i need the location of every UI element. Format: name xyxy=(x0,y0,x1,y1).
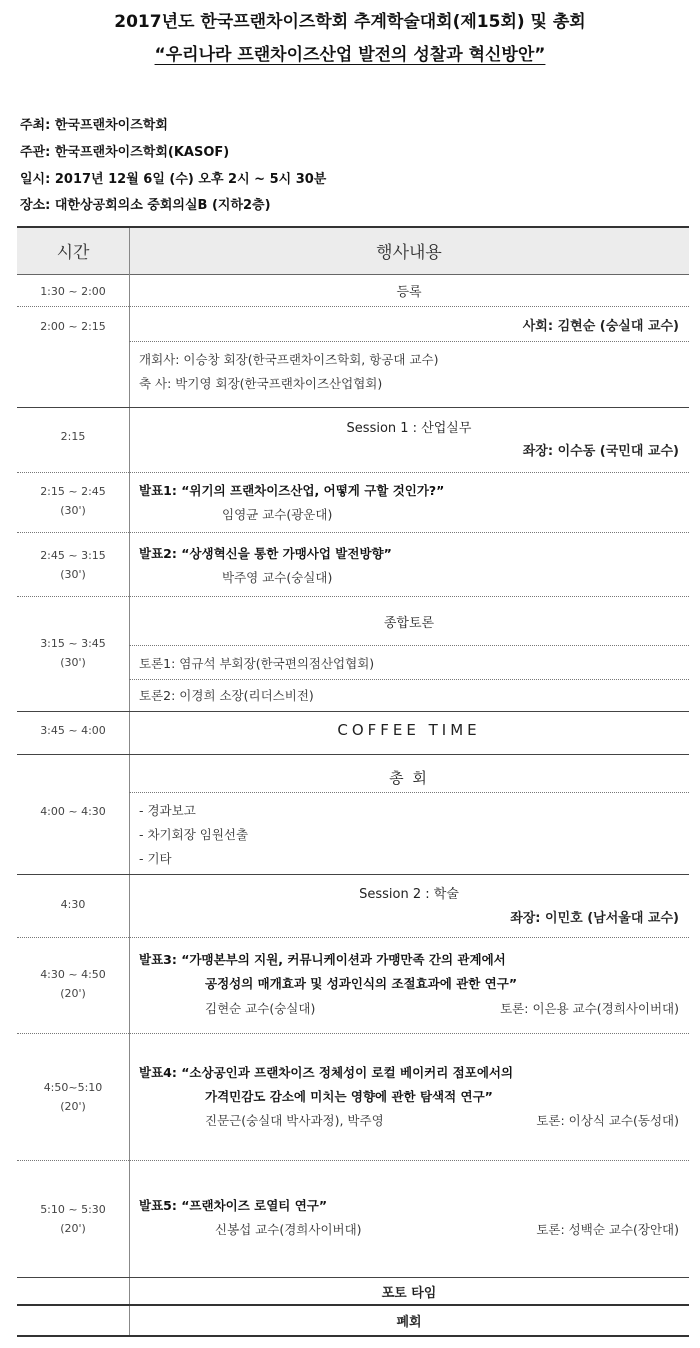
subtitle-text: “우리나라 프랜차이즈산업 발전의 성찰과 혁신방안” xyxy=(154,45,546,65)
r1-time: 1:30 ~ 2:00 xyxy=(40,285,106,298)
r11-title-line1: 발표4: “소상공인과 프랜차이즈 정체성이 로컬 베이커리 점포에서의 xyxy=(139,1065,514,1080)
divider xyxy=(17,754,689,755)
document-subtitle xyxy=(0,40,700,65)
r12-duration: (20') xyxy=(60,1222,86,1235)
r1-registration: 등록 xyxy=(396,285,422,300)
r5-duration: (30') xyxy=(60,568,86,581)
r4-duration: (30') xyxy=(60,504,86,517)
divider xyxy=(17,711,689,712)
header-time: 시간 xyxy=(56,243,90,263)
r4-speaker: 임영균 교수(광운대) xyxy=(222,507,333,522)
r6-discussant1: 토론1: 염규석 부회장(한국편의점산업협회) xyxy=(139,656,375,671)
date-label: 일시: xyxy=(20,172,51,187)
r7-coffee-time: COFFEE TIME xyxy=(337,721,481,739)
r8-time: 4:00 ~ 4:30 xyxy=(40,805,106,818)
divider xyxy=(17,937,689,938)
r8-item2: - 차기회장 임원선출 xyxy=(139,827,249,842)
info-venue xyxy=(20,194,271,213)
r2-time: 2:00 ~ 2:15 xyxy=(40,320,106,333)
r2-moderator: 사회: 김현순 (숭실대 교수) xyxy=(522,319,679,334)
r5-time: 2:45 ~ 3:15 xyxy=(40,549,106,562)
r11-duration: (20') xyxy=(60,1100,86,1113)
divider xyxy=(129,645,689,646)
r5-speaker: 박주영 교수(숭실대) xyxy=(222,570,333,585)
divider xyxy=(129,679,689,680)
schedule-table xyxy=(17,226,689,1337)
r10-title-line2: 공정성의 매개효과 및 성과인식의 조절효과에 관한 연구” xyxy=(205,976,518,991)
divider xyxy=(17,1304,689,1306)
info-date xyxy=(20,168,326,187)
r10-title-line1: 발표3: “가맹본부의 지원, 커뮤니케이션과 가맹만족 간의 관계에서 xyxy=(139,952,506,967)
divider xyxy=(17,874,689,875)
info-host xyxy=(20,114,168,133)
r6-discussant2: 토론2: 이경희 소장(리더스비전) xyxy=(139,688,314,703)
venue-value: 대한상공회의소 중회의실B (지하2층) xyxy=(54,198,271,213)
r10-speaker: 김현순 교수(숭실대) xyxy=(205,1001,316,1016)
r11-time: 4:50~5:10 xyxy=(43,1081,103,1094)
r12-speaker: 신봉섭 교수(경희사이버대) xyxy=(215,1222,362,1237)
host-value: 한국프랜차이즈학회 xyxy=(54,118,168,133)
host-label: 주최: xyxy=(20,118,51,133)
organizer-label: 주관: xyxy=(20,145,51,160)
r8-item1: - 경과보고 xyxy=(139,803,196,818)
table-header xyxy=(17,228,689,275)
r10-time: 4:30 ~ 4:50 xyxy=(40,968,106,981)
divider xyxy=(17,532,689,533)
r6-discussion: 종합토론 xyxy=(383,616,435,631)
r3-time: 2:15 xyxy=(60,430,86,443)
r12-discussant: 토론: 성백순 교수(장안대) xyxy=(536,1222,679,1237)
r9-chair: 좌장: 이민호 (남서울대 교수) xyxy=(510,911,679,926)
r8-general-meeting: 총 회 xyxy=(389,769,429,787)
r9-session: Session 2 : 학술 xyxy=(359,887,459,902)
r14-closing: 폐회 xyxy=(396,1315,422,1330)
r4-title: 발표1: “위기의 프랜차이즈산업, 어떻게 구할 것인가?” xyxy=(139,483,445,498)
r2-greeting: 축 사: 박기영 회장(한국프랜차이즈산업협회) xyxy=(139,376,383,391)
r12-title: 발표5: “프랜차이즈 로열티 연구” xyxy=(139,1198,328,1213)
divider xyxy=(129,341,689,342)
info-organizer xyxy=(20,141,229,160)
organizer-value: 한국프랜차이즈학회(KASOF) xyxy=(54,145,230,160)
divider xyxy=(129,792,689,793)
document-title: 2017년도 한국프랜차이즈학회 추계학술대회(제15회) 및 총회 xyxy=(114,12,586,32)
r9-time: 4:30 xyxy=(60,898,86,911)
divider xyxy=(17,407,689,408)
r8-item3: - 기타 xyxy=(139,851,172,866)
header-content: 행사내용 xyxy=(376,243,442,263)
r4-time: 2:15 ~ 2:45 xyxy=(40,485,106,498)
r3-chair: 좌장: 이수동 (국민대 교수) xyxy=(522,444,679,459)
venue-label: 장소: xyxy=(20,198,51,213)
r6-time: 3:15 ~ 3:45 xyxy=(40,637,106,650)
r2-opening: 개회사: 이승창 회장(한국프랜차이즈학회, 항공대 교수) xyxy=(139,352,439,367)
r13-photo-time: 포토 타임 xyxy=(381,1286,437,1301)
r10-duration: (20') xyxy=(60,987,86,1000)
r11-speaker: 진문근(숭실대 박사과정), 박주영 xyxy=(205,1113,384,1128)
r5-title: 발표2: “상생혁신을 통한 가맹사업 발전방향” xyxy=(139,546,392,561)
r11-title-line2: 가격민감도 감소에 미치는 영향에 관한 탐색적 연구” xyxy=(205,1089,493,1104)
r7-time: 3:45 ~ 4:00 xyxy=(40,724,106,737)
divider xyxy=(17,306,689,307)
r11-discussant: 토론: 이상식 교수(동성대) xyxy=(536,1113,679,1128)
r6-duration: (30') xyxy=(60,656,86,669)
divider xyxy=(17,472,689,473)
date-value: 2017년 12월 6일 (수) 오후 2시 ~ 5시 30분 xyxy=(54,172,327,187)
r3-session: Session 1 : 산업실무 xyxy=(346,421,472,436)
r12-time: 5:10 ~ 5:30 xyxy=(40,1203,106,1216)
divider xyxy=(17,1160,689,1161)
r10-discussant: 토론: 이은용 교수(경희사이버대) xyxy=(500,1001,679,1016)
divider xyxy=(17,1033,689,1034)
divider xyxy=(17,1277,689,1278)
divider xyxy=(17,596,689,597)
